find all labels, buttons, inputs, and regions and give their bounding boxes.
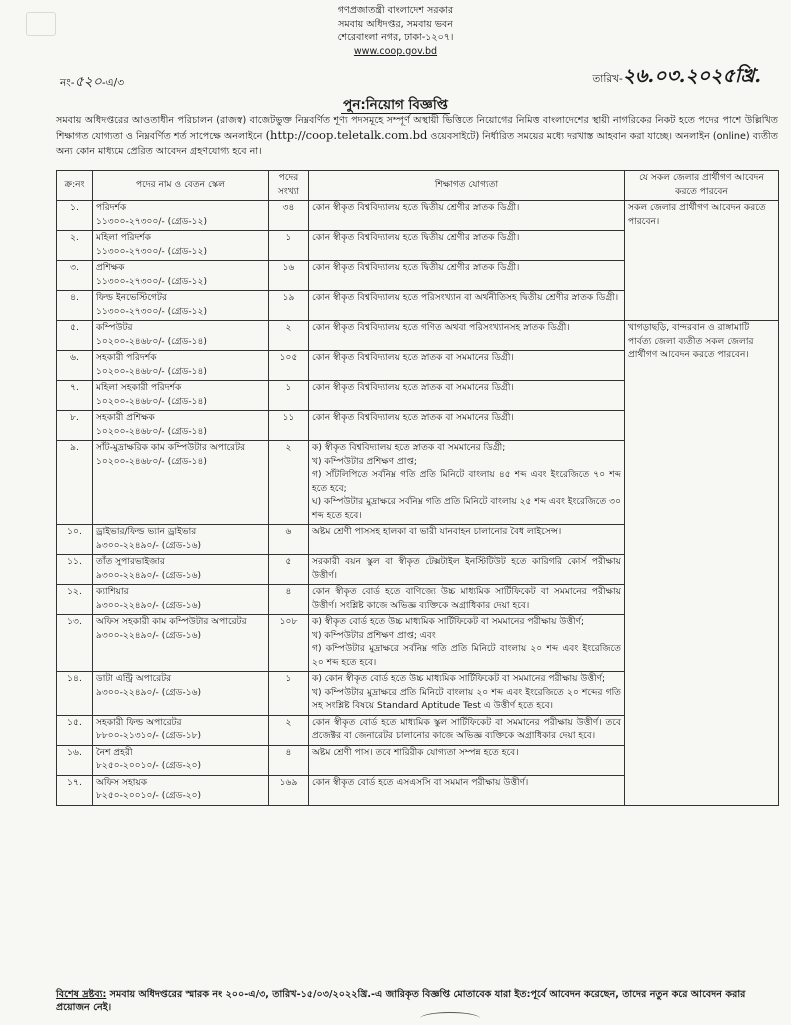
- issue-date: [592, 62, 761, 94]
- row-serial: ৯.: [57, 441, 93, 525]
- row-qualification: [309, 745, 625, 775]
- row-qualification: [309, 715, 625, 745]
- qualification-line: ক) স্বীকৃত বিশ্ববিদ্যালয় হতে স্নাতক বা সমমানের ডিগ্রী;: [312, 443, 506, 453]
- row-post: [93, 745, 269, 775]
- header-count: পদের সংখ্যা: [269, 171, 309, 201]
- row-post-count: ২: [269, 441, 309, 525]
- qualification-line: কোন স্বীকৃত বোর্ড হতে বাণিজ্যে উচ্চ মাধ্যমিক সার্টিফিকেট বা সমমানের পরীক্ষায় উত্তীর্ণ। সংশ্লিষ্ট কাজে অভিজ্ঞ ব্যক্তিকে অগ্রাধিকার দেয়া হবে।: [312, 587, 621, 611]
- post-name: প্রশিক্ষক: [96, 263, 125, 273]
- pay-scale: ১১৩০০-২৭৩০০/- (গ্রেড-১২): [96, 246, 208, 257]
- pay-scale: ৯৩০০-২২৪৯০/- (গ্রেড-১৬): [96, 630, 202, 641]
- row-serial: ১১.: [57, 555, 93, 585]
- row-qualification: [309, 775, 625, 805]
- pay-scale: ৯৩০০-২২৪৯০/- (গ্রেড-১৬): [96, 600, 202, 611]
- row-serial: ৬.: [57, 351, 93, 381]
- special-note-text: সমবায় অধিদপ্তরের স্মারক নং ২০০-এ/৩, তারিখ-১৫/০৩/২০২২খ্রি.-এ জারিকৃত বিজ্ঞপ্তি মোতাবেক যারা ইত:পূর্বে আবেদন করেছেন, তাদের নতুন করে আবেদন করার প্রয়োজন নেই।: [56, 989, 746, 1013]
- row-serial: ১৩.: [57, 615, 93, 672]
- row-post-count: ১: [269, 381, 309, 411]
- row-serial: ৭.: [57, 381, 93, 411]
- row-post: [93, 351, 269, 381]
- row-post: [93, 775, 269, 805]
- pay-scale: ১০২০০-২৪৬৮০/- (গ্রেড-১৪): [96, 366, 207, 377]
- date-label: তারিখ-: [592, 73, 623, 85]
- row-qualification: [309, 441, 625, 525]
- header-district: যে সকল জেলার প্রার্থীগণ আবেদন করতে পারবেন: [625, 171, 779, 201]
- header-line-address: শেরেবাংলা নগর, ঢাকা-১২০৭।: [337, 32, 454, 43]
- post-name: নৈশ প্রহরী: [96, 747, 133, 758]
- pay-scale: ১১৩০০-২৭৩০০/- (গ্রেড-১২): [96, 216, 208, 227]
- qualification-line: ঘ) কম্পিউটার মুদ্রাক্ষরে সর্বনিম্ন গতি প্রতি মিনিটে বাংলায় ২৫ শব্দ এবং ইংরেজিতে ৩০ শব্দ হতে হবে।: [312, 497, 621, 521]
- row-post: [93, 585, 269, 615]
- qualification-line: অষ্টম শ্রেণী পাসসহ হালকা বা ভারী যানবাহন চালানোর বৈধ লাইসেন্স।: [312, 527, 562, 537]
- row-post-count: ১১: [269, 411, 309, 441]
- qualification-line: কোন স্বীকৃত বিশ্ববিদ্যালয় হতে দ্বিতীয় শ্রেণীর স্নাতক ডিগ্রী।: [312, 203, 520, 213]
- row-serial: ৩.: [57, 261, 93, 291]
- vacancy-table: [56, 170, 779, 806]
- header-post: পদের নাম ও বেতন স্কেল: [93, 171, 269, 201]
- row-post: [93, 715, 269, 745]
- special-note-label: বিশেষ দ্রষ্টব্য:: [56, 989, 107, 1000]
- pay-scale: ৮২৫০-২০০১০/- (গ্রেড-২০): [96, 761, 202, 771]
- row-post: [93, 291, 269, 321]
- row-post-count: ৪: [269, 585, 309, 615]
- qualification-line: খ) কম্পিউটার প্রশিক্ষণ প্রাপ্ত; এবং: [312, 630, 436, 641]
- qualification-line: কোন স্বীকৃত বিশ্ববিদ্যালয় হতে দ্বিতীয় শ্রেণীর স্নাতক ডিগ্রী।: [312, 263, 520, 273]
- pay-scale: ১১৩০০-২৭৩০০/- (গ্রেড-১২): [96, 306, 208, 317]
- row-serial: ৫.: [57, 321, 93, 351]
- row-qualification: [309, 351, 625, 381]
- memo-prefix: নং-: [60, 77, 75, 89]
- row-qualification: [309, 672, 625, 716]
- district-note-except-hill: খাগড়াছড়ি, বান্দরবান ও রাঙ্গামাটি পার্বত্য জেলা ব্যতীত সকল জেলার প্রার্থীগণ আবেদন করতে পারবেন।: [625, 321, 779, 806]
- row-post-count: ১: [269, 672, 309, 716]
- post-name: মহিলা পরিদর্শক: [96, 233, 152, 243]
- post-name: ক্যাশিয়ার: [96, 587, 129, 597]
- row-serial: ২.: [57, 231, 93, 261]
- intro-paragraph: [56, 114, 778, 159]
- qualification-line: কোন স্বীকৃত বোর্ড হতে এসএসসি বা সমমান পরীক্ষায় উত্তীর্ণ।: [312, 777, 529, 788]
- qualification-line: কোন স্বীকৃত বোর্ড হতে মাধ্যমিক স্কুল সার্টিফিকেট বা সমমানের পরীক্ষায় উত্তীর্ণ। তবে প্রজেক্টর বা জেনারেটর চালানোর কাজে অভিজ্ঞ ব্যক্তিকে অগ্রাধিকার দেয়া হবে।: [312, 717, 621, 741]
- row-post-count: ২: [269, 715, 309, 745]
- notice-title: পুন:নিয়োগ বিজ্ঞপ্তি: [343, 97, 448, 113]
- row-post: [93, 615, 269, 672]
- row-post-count: ১: [269, 231, 309, 261]
- pay-scale: ৯৩০০-২২৪৯০/- (গ্রেড-১৬): [96, 540, 202, 551]
- table-row: [57, 321, 779, 351]
- pay-scale: ৯৩০০-২২৪৯০/- (গ্রেড-১৬): [96, 570, 202, 581]
- intro-text-1: সমবায় অধিদপ্তরের আওতাধীন পরিচালন (রাজস্ব) বাজেটভুক্ত নিম্নবর্ণিত শূণ্য পদসমূহে সম্পূর্ণ অস্থায়ী ভিত্তিতে নিয়োগের নিমিত্ত বাংলাদেশের স্থায়ী নাগরিকের নিকট হতে পদের পাশে উল্লিখিত শিক্ষাগত যোগ্যতা ও নিম্নবর্ণিত শর্ত সাপেক্ষে অনলাইনে: [56, 115, 778, 143]
- header-qualification: শিক্ষাগত যোগ্যতা: [309, 171, 625, 201]
- qualification-line: কোন স্বীকৃত বিশ্ববিদ্যালয় হতে স্নাতক বা সমমানের ডিগ্রী।: [312, 353, 514, 363]
- qualification-line: ক) কোন স্বীকৃত বোর্ড হতে উচ্চ মাধ্যমিক সার্টিফিকেট বা সমমানের পরীক্ষায় উত্তীর্ণ;: [312, 674, 606, 684]
- row-qualification: [309, 555, 625, 585]
- row-qualification: [309, 381, 625, 411]
- district-note-all: সকল জেলার প্রার্থীগণ আবেদন করতে পারবেন।: [625, 201, 779, 321]
- qualification-line: অষ্টম শ্রেণী পাস। তবে শারিরীক যোগ্যতা সম্পন্ন হতে হবে।: [312, 747, 519, 758]
- pay-scale: ১১৩০০-২৭৩০০/- (গ্রেড-১২): [96, 276, 208, 287]
- row-qualification: [309, 615, 625, 672]
- pay-scale: ৮২৫০-২০০১০/- (গ্রেড-২০): [96, 791, 202, 801]
- row-qualification: [309, 525, 625, 555]
- qualification-line: কোন স্বীকৃত বিশ্ববিদ্যালয় হতে গণিত অথবা পরিসংখ্যানসহ স্নাতক ডিগ্রী।: [312, 323, 570, 333]
- header-line-gov: গণপ্রজাতন্ত্রী বাংলাদেশ সরকার: [337, 5, 454, 16]
- row-serial: ৪.: [57, 291, 93, 321]
- row-serial: ১.: [57, 201, 93, 231]
- row-post: [93, 441, 269, 525]
- row-post-count: ৬: [269, 525, 309, 555]
- row-post-count: ৫: [269, 555, 309, 585]
- row-serial: ৮.: [57, 411, 93, 441]
- qualification-line: খ) কম্পিউটার মুদ্রাক্ষরে প্রতি মিনিটে বাংলায় ২০ শব্দ এবং ইংরেজিতে ২০ শব্দের গতি সহ সংশ্লিষ্ট বিষয়ে Standard Aptitude Test এ উত্তীর্ণ হতে হবে।: [312, 687, 621, 711]
- pay-scale: ১০২০০-২৪৬৮০/- (গ্রেড-১৪): [96, 426, 207, 437]
- qualification-line: খ) কম্পিউটার প্রশিক্ষণ প্রাপ্ত;: [312, 456, 417, 467]
- post-name: ফিল্ড ইনভেস্টিগেটর: [96, 293, 167, 303]
- pay-scale: ৯৩০০-২২৪৯০/- (গ্রেড-১৬): [96, 687, 202, 698]
- post-name: কম্পিউটর: [96, 323, 133, 333]
- post-name: সহকারী পরিদর্শক: [96, 353, 157, 363]
- memo-handwritten-number: ৫২০: [74, 74, 102, 90]
- row-qualification: [309, 201, 625, 231]
- row-qualification: [309, 231, 625, 261]
- row-post-count: ১০৫: [269, 351, 309, 381]
- post-name: সাঁট-মুদ্রাক্ষরিক কাম কম্পিউটার অপারেটর: [96, 443, 246, 453]
- row-post-count: ৩৪: [269, 201, 309, 231]
- post-name: অফিস সহকারী কাম কম্পিউটার অপারেটর: [96, 617, 247, 627]
- header-sl: ক্র:নং: [57, 171, 93, 201]
- row-post-count: ৪: [269, 745, 309, 775]
- row-serial: ১৪.: [57, 672, 93, 716]
- row-post-count: ১৬৯: [269, 775, 309, 805]
- row-post: [93, 261, 269, 291]
- row-post: [93, 321, 269, 351]
- signature-mark: [420, 1012, 480, 1025]
- row-post: [93, 525, 269, 555]
- memo-number: [60, 70, 124, 94]
- row-post: [93, 231, 269, 261]
- qualification-line: কোন স্বীকৃত বিশ্ববিদ্যালয় হতে দ্বিতীয় শ্রেণীর স্নাতক ডিগ্রী।: [312, 233, 520, 243]
- row-serial: ১০.: [57, 525, 93, 555]
- row-post: [93, 672, 269, 716]
- qualification-line: গ) সাঁটলিপিতে সর্বনিম্ন গতি প্রতি মিনিটে বাংলায় ৪৫ শব্দ এবং ইংরেজিতে ৭০ শব্দ হতে হবে;: [312, 470, 621, 494]
- header-website-link[interactable]: www.coop.gov.bd: [353, 45, 438, 57]
- post-name: ডাটা এন্ট্রি অপারেটর: [96, 674, 172, 684]
- pay-scale: ১০২০০-২৪৬৮০/- (গ্রেড-১৪): [96, 456, 207, 467]
- qualification-line: সরকারী বয়ন স্কুল বা স্বীকৃত টেক্সটাইল ইনস্টিটিউট হতে কারিগরি কোর্স পরীক্ষায় উত্তীর্ণ।: [312, 557, 621, 581]
- post-name: অফিস সহায়ক: [96, 777, 148, 788]
- intro-text-2: ওয়েবসাইটে) নির্ধারিত সময়ের মধ্যে দরখাস্ত আহবান করা যাচ্ছে। অনলাইন (online) ব্যতীত অন্য কোন মাধ্যমে প্রেরিত আবেদন গ্রহণযোগ্য হবে না।: [56, 131, 778, 157]
- post-name: সহকারী প্রশিক্ষক: [96, 413, 155, 423]
- post-name: ড্রাইভার/ফিল্ড ভ্যান ড্রাইভার: [96, 527, 197, 537]
- post-name: তাঁত সুপারভাইজার: [96, 557, 165, 567]
- memo-suffix: -এ/৩: [101, 77, 125, 89]
- date-handwritten-value: ২৬.০৩.২০২৫খ্রি.: [622, 65, 761, 87]
- header-line-dept: সমবায় অধিদপ্তর, সমবায় ভবন: [338, 18, 453, 30]
- table-row: [57, 201, 779, 231]
- row-serial: ১৭.: [57, 775, 93, 805]
- post-name: মহিলা সহকারী পরিদর্শক: [96, 383, 182, 393]
- pay-scale: ১০২০০-২৪৬৮০/- (গ্রেড-১৪): [96, 396, 207, 407]
- row-post-count: ১৬: [269, 261, 309, 291]
- row-qualification: [309, 261, 625, 291]
- table-header-row: [57, 171, 779, 201]
- row-serial: ১৫.: [57, 715, 93, 745]
- post-name: পরিদর্শক: [96, 203, 127, 213]
- row-post: [93, 555, 269, 585]
- row-qualification: [309, 585, 625, 615]
- pay-scale: ৮৮০০-২১৩১০/- (গ্রেড-১৮): [96, 731, 202, 741]
- qualification-line: কোন স্বীকৃত বিশ্ববিদ্যালয় হতে স্নাতক বা সমমানের ডিগ্রী।: [312, 383, 514, 393]
- row-serial: ১৬.: [57, 745, 93, 775]
- row-qualification: [309, 411, 625, 441]
- row-post: [93, 411, 269, 441]
- qualification-line: গ) কম্পিউটার মুদ্রাক্ষরে সর্বনিম্ন গতি প্রতি মিনিটে বাংলায় ২০ শব্দ এবং ইংরেজিতে ২০ শব্দ হতে হবে।: [312, 644, 621, 668]
- row-qualification: [309, 291, 625, 321]
- row-post-count: ২: [269, 321, 309, 351]
- row-post-count: ১০৮: [269, 615, 309, 672]
- post-name: সহকারী ফিল্ড অপারেটর: [96, 717, 182, 728]
- teletalk-link[interactable]: (http://coop.teletalk.com.bd: [265, 128, 428, 143]
- row-post: [93, 381, 269, 411]
- row-post-count: ১৯: [269, 291, 309, 321]
- qualification-line: কোন স্বীকৃত বিশ্ববিদ্যালয় হতে স্নাতক বা সমমানের ডিগ্রী।: [312, 413, 514, 423]
- qualification-line: ক) স্বীকৃত বোর্ড হতে উচ্চ মাধ্যমিক সার্টিফিকেট বা সমমানের পরীক্ষায় উত্তীর্ণ;: [312, 617, 585, 627]
- pay-scale: ১০২০০-২৪৬৮০/- (গ্রেড-১৪): [96, 336, 207, 347]
- letterhead: [0, 4, 791, 58]
- row-qualification: [309, 321, 625, 351]
- special-note: [56, 988, 778, 1014]
- row-post: [93, 201, 269, 231]
- table-body: [57, 201, 779, 806]
- qualification-line: কোন স্বীকৃত বিশ্ববিদ্যালয় হতে পরিসংখ্যান বা অর্থনীতিসহ দ্বিতীয় শ্রেণীর স্নাতক ডিগ্রী।: [312, 293, 619, 303]
- row-serial: ১২.: [57, 585, 93, 615]
